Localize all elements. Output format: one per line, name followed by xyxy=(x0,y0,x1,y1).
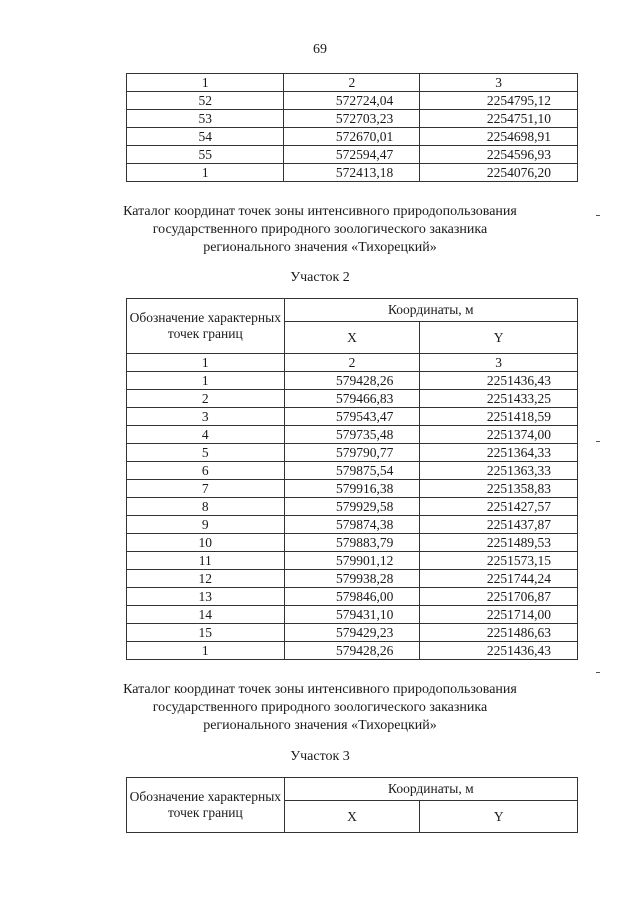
table-row xyxy=(127,426,578,444)
point-number-cell: 9 xyxy=(127,516,285,534)
y-coordinate-cell: 2251436,43 xyxy=(420,642,578,660)
point-number-cell: 1 xyxy=(127,74,284,92)
table-row xyxy=(127,146,578,164)
point-number-cell: 15 xyxy=(127,624,285,642)
coordinates-table-continued xyxy=(126,73,578,182)
scan-margin-mark xyxy=(596,672,600,673)
y-coordinate-cell: 2254795,12 xyxy=(420,92,578,110)
x-coordinate-cell: 579790,77 xyxy=(284,444,420,462)
y-coordinate-cell: 2251364,33 xyxy=(420,444,578,462)
table-row xyxy=(127,552,578,570)
table-body xyxy=(127,74,578,182)
point-number-cell: 6 xyxy=(127,462,285,480)
point-number-cell: 14 xyxy=(127,606,285,624)
section-title-2: Участок 2 xyxy=(290,270,350,285)
x-coordinate-cell: 579431,10 xyxy=(284,606,420,624)
x-coordinate-cell: 579901,12 xyxy=(284,552,420,570)
table-row xyxy=(127,390,578,408)
y-coordinate-cell: 2254751,10 xyxy=(420,110,578,128)
y-coordinate-cell: 2251489,53 xyxy=(420,534,578,552)
x-coordinate-cell: 579735,48 xyxy=(284,426,420,444)
caption-line: регионального значения «Тихорецкий» xyxy=(203,718,437,733)
caption-line: государственного природного зоологического заказника xyxy=(152,222,488,237)
table-row xyxy=(127,606,578,624)
caption-line: Каталог координат точек зоны интенсивного природопользования xyxy=(123,682,517,697)
x-coordinate-cell: 579543,47 xyxy=(284,408,420,426)
x-coordinate-cell: 572594,47 xyxy=(284,146,420,164)
point-number-cell: 13 xyxy=(127,588,285,606)
table-row xyxy=(127,462,578,480)
table-row xyxy=(127,128,578,146)
point-number-cell: 3 xyxy=(127,408,285,426)
y-coordinate-cell: 3 xyxy=(420,354,578,372)
x-coordinate-cell: 579916,38 xyxy=(284,480,420,498)
point-number-cell: 1 xyxy=(127,642,285,660)
x-coordinate-cell: 579428,26 xyxy=(284,372,420,390)
y-coordinate-cell: 2251418,59 xyxy=(420,408,578,426)
header-point-designation: Обозначение характерных точек границ xyxy=(127,778,285,833)
point-number-cell: 53 xyxy=(127,110,284,128)
y-coordinate-cell: 2254596,93 xyxy=(420,146,578,164)
table-row xyxy=(127,110,578,128)
y-coordinate-cell: 2251433,25 xyxy=(420,390,578,408)
x-coordinate-cell: 572670,01 xyxy=(284,128,420,146)
y-coordinate-cell: 2251744,24 xyxy=(420,570,578,588)
table-row xyxy=(127,164,578,182)
x-coordinate-cell: 579429,23 xyxy=(284,624,420,642)
point-number-cell: 8 xyxy=(127,498,285,516)
point-number-cell: 55 xyxy=(127,146,284,164)
point-number-cell: 7 xyxy=(127,480,285,498)
table-row xyxy=(127,642,578,660)
y-coordinate-cell: 2251436,43 xyxy=(420,372,578,390)
x-coordinate-cell: 579875,54 xyxy=(284,462,420,480)
y-coordinate-cell: 2251573,15 xyxy=(420,552,578,570)
page-number: 69 xyxy=(313,42,327,57)
point-number-cell: 1 xyxy=(127,354,285,372)
catalog-caption-section-2 xyxy=(100,203,540,257)
header-coordinates: Координаты, м xyxy=(284,299,577,322)
y-coordinate-cell: 2251374,00 xyxy=(420,426,578,444)
table-row xyxy=(127,498,578,516)
header-y: Y xyxy=(420,801,578,833)
point-number-cell: 1 xyxy=(127,372,285,390)
x-coordinate-cell: 579929,58 xyxy=(284,498,420,516)
section-title-3: Участок 3 xyxy=(290,749,350,764)
y-coordinate-cell: 2251486,63 xyxy=(420,624,578,642)
header-point-designation: Обозначение характерных точек границ xyxy=(127,299,285,354)
table-row xyxy=(127,92,578,110)
point-number-cell: 11 xyxy=(127,552,285,570)
table-row xyxy=(127,624,578,642)
point-number-cell: 10 xyxy=(127,534,285,552)
x-coordinate-cell: 2 xyxy=(284,74,420,92)
point-number-cell: 54 xyxy=(127,128,284,146)
coordinates-table-section-2 xyxy=(126,298,578,660)
point-number-cell: 1 xyxy=(127,164,284,182)
catalog-caption-section-3 xyxy=(100,681,540,735)
table-row xyxy=(127,372,578,390)
table-row xyxy=(127,570,578,588)
scan-margin-mark xyxy=(596,215,600,216)
point-number-cell: 5 xyxy=(127,444,285,462)
table-row xyxy=(127,534,578,552)
table-row xyxy=(127,74,578,92)
y-coordinate-cell: 2251706,87 xyxy=(420,588,578,606)
table-row xyxy=(127,516,578,534)
y-coordinate-cell: 2251363,33 xyxy=(420,462,578,480)
header-coordinates: Координаты, м xyxy=(284,778,577,801)
y-coordinate-cell: 2251714,00 xyxy=(420,606,578,624)
y-coordinate-cell: 2254698,91 xyxy=(420,128,578,146)
x-coordinate-cell: 579874,38 xyxy=(284,516,420,534)
table-row xyxy=(127,354,578,372)
header-x: X xyxy=(284,322,420,354)
point-number-cell: 4 xyxy=(127,426,285,444)
x-coordinate-cell: 579938,28 xyxy=(284,570,420,588)
header-y: Y xyxy=(420,322,578,354)
table-row xyxy=(127,588,578,606)
table-row xyxy=(127,480,578,498)
y-coordinate-cell: 3 xyxy=(420,74,578,92)
point-number-cell: 2 xyxy=(127,390,285,408)
x-coordinate-cell: 579428,26 xyxy=(284,642,420,660)
y-coordinate-cell: 2251358,83 xyxy=(420,480,578,498)
caption-line: государственного природного зоологического заказника xyxy=(152,700,488,715)
y-coordinate-cell: 2251437,87 xyxy=(420,516,578,534)
x-coordinate-cell: 579883,79 xyxy=(284,534,420,552)
header-x: X xyxy=(284,801,420,833)
table-body xyxy=(127,354,578,660)
y-coordinate-cell: 2251427,57 xyxy=(420,498,578,516)
x-coordinate-cell: 579466,83 xyxy=(284,390,420,408)
coordinates-table-section-3 xyxy=(126,777,578,833)
x-coordinate-cell: 572703,23 xyxy=(284,110,420,128)
point-number-cell: 12 xyxy=(127,570,285,588)
x-coordinate-cell: 579846,00 xyxy=(284,588,420,606)
table-row xyxy=(127,444,578,462)
caption-line: Каталог координат точек зоны интенсивного природопользования xyxy=(123,204,517,219)
table-row xyxy=(127,408,578,426)
x-coordinate-cell: 572413,18 xyxy=(284,164,420,182)
caption-line: регионального значения «Тихорецкий» xyxy=(203,240,437,255)
y-coordinate-cell: 2254076,20 xyxy=(420,164,578,182)
x-coordinate-cell: 2 xyxy=(284,354,420,372)
point-number-cell: 52 xyxy=(127,92,284,110)
x-coordinate-cell: 572724,04 xyxy=(284,92,420,110)
scan-margin-mark xyxy=(596,441,600,442)
